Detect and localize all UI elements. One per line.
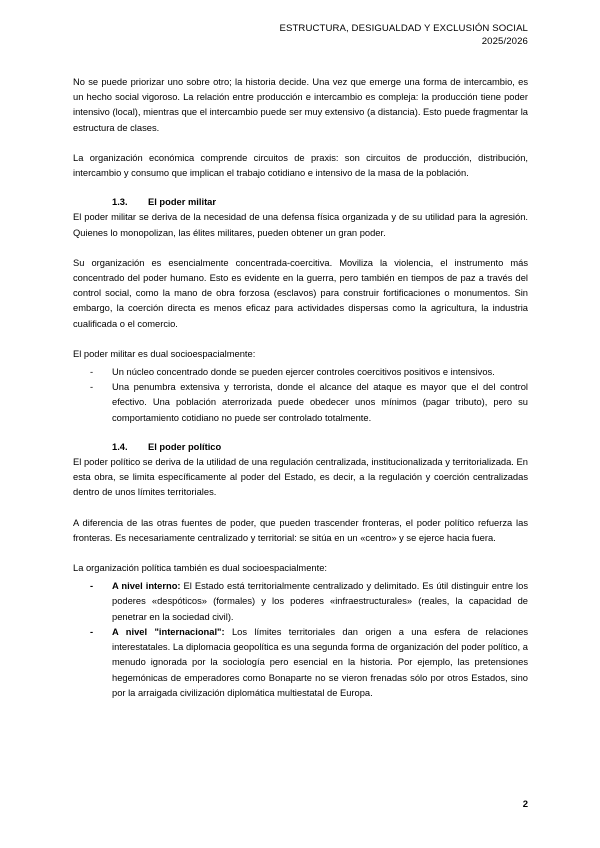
list-item xyxy=(73,365,528,380)
list-item-text: Un núcleo concentrado donde se pueden ejercer controles coercitivos positivos e intensivos. xyxy=(112,367,495,378)
paragraph-production-exchange: No se puede priorizar uno sobre otro; la historia decide. Una vez que emerge una forma de intercambio, es un hecho social vigoroso. La relación entre producción e intercambio es compleja: la producción tiene poder intensivo (local), mientras que el intercambio puede ser muy extensivo (a distancia). Esto puede fragmentar la estructura de clases. xyxy=(73,77,528,133)
section-number: 1.3. xyxy=(112,197,128,208)
dash-bullet: - xyxy=(90,382,94,393)
section-heading-political xyxy=(73,440,528,455)
paragraph-economic-organization: La organización económica comprende circuitos de praxis: son circuitos de producción, distribución, intercambio y consumo que implican el trabajo cotidiano e intensivo de la masa de la población. xyxy=(73,152,528,179)
page-number: 2 xyxy=(522,799,528,810)
header-academic-year: 2025/2026 xyxy=(481,36,528,47)
section-title: El poder militar xyxy=(148,197,217,208)
political-dual-list xyxy=(73,579,528,701)
list-item-lead: A nivel interno: xyxy=(112,581,181,592)
page-header xyxy=(279,22,528,48)
paragraph-military-definition: El poder militar se deriva de la necesidad de una defensa física organizada y de su utilidad para la agresión. Quienes lo monopolizan, las élites militares, pueden obtener un gran poder. xyxy=(73,212,528,238)
paragraph-military-organization: Su organización es esencialmente concentrada-coercitiva. Moviliza la violencia, el instrumento más concentrado del poder humano. Esto es evidente en la guerra, pero también en tiempos de paz a través del control social, como la mano de obra forzosa (esclavos) para construir fortificaciones o monumentos. Sin embargo, la coerción directa es menos eficaz para actividades dispersas como la agricultura, la industria cualificada o el comercio. xyxy=(73,257,528,329)
dash-bullet: - xyxy=(90,367,94,378)
paragraph-political-definition: El poder político se deriva de la utilidad de una regulación centralizada, institucionalizada y territorializada. En esta obra, se limita específicamente al poder del Estado, es decir, a la regulación y coerción centralizadas dentro de unos límites territoriales. xyxy=(73,457,528,498)
list-item-lead: A nivel "internacional": xyxy=(112,626,225,637)
section-title: El poder político xyxy=(148,441,222,452)
paragraph-political-borders: A diferencia de las otras fuentes de poder, que pueden trascender fronteras, el poder político refuerza las fronteras. Es necesariamente centralizado y territorial: se sitúa en un «centro» y se ejerce hacia fuera. xyxy=(73,517,528,543)
list-item-text: Los límites territoriales dan origen a una esfera de relaciones interestatales. La diplomacia geopolítica es una segunda forma de organización del poder político, a menudo ignorada por la sociología pero esencial en la historia. Por ejemplo, las pretensiones hegemónicas de emperadores como Bonaparte no se vieron frenadas sólo por otros Estados, sino por la arraigada civilización diplomática multiestatal de Europa. xyxy=(112,626,528,698)
section-number: 1.4. xyxy=(112,441,128,452)
list-item-text: Una penumbra extensiva y terrorista, donde el alcance del ataque es mayor que el del control efectivo. Una población aterrorizada puede obedecer unos mínimos (pagar tributo), pero su comportamiento cotidiano no puede ser controlado totalmente. xyxy=(112,382,528,423)
list-item xyxy=(73,579,528,625)
dash-bullet: - xyxy=(90,581,94,592)
list-item xyxy=(73,625,528,701)
military-dual-list xyxy=(73,365,528,426)
paragraph-military-dual: El poder militar es dual socioespacialmente: xyxy=(73,348,256,359)
document-body xyxy=(73,75,528,701)
paragraph-political-dual: La organización política también es dual socioespacialmente: xyxy=(73,563,327,574)
list-item xyxy=(73,380,528,426)
section-heading-military xyxy=(73,195,528,210)
dash-bullet: - xyxy=(90,626,94,637)
list-item-text: El Estado está territorialmente centralizado y delimitado. Es útil distinguir entre los poderes «despóticos» (formales) y los poderes «infraestructurales» (reales, la capacidad de penetrar en la sociedad civil). xyxy=(112,581,528,622)
header-course-title: ESTRUCTURA, DESIGUALDAD Y EXCLUSIÓN SOCIAL xyxy=(279,23,528,34)
